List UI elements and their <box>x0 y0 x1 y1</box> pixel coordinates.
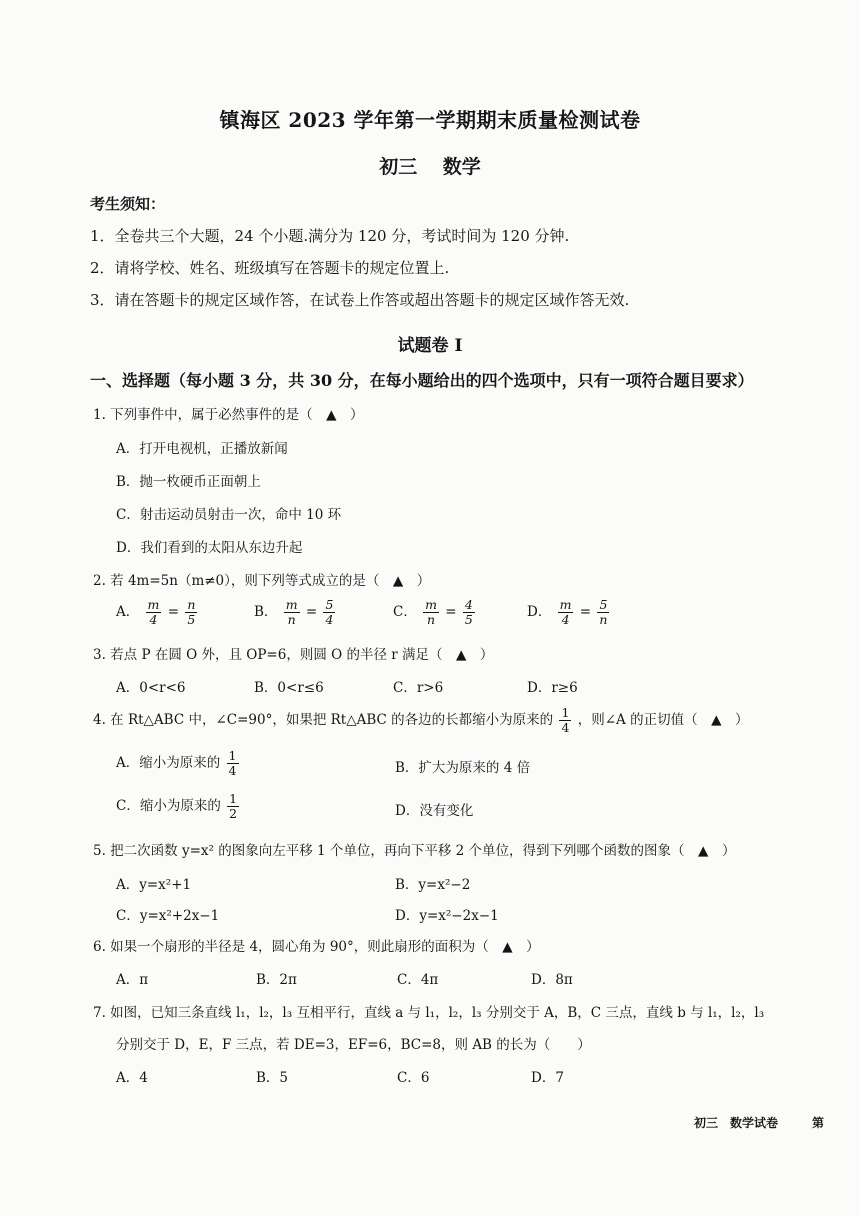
frac-numerator: 1 <box>228 748 237 763</box>
question-5-option-d: D．y=x²−2x−1 <box>395 908 499 924</box>
question-5-option-c: C．y=x²+2x−1 <box>116 908 220 924</box>
question-3-option-c: C．r>6 <box>393 680 444 696</box>
option-text: C．缩小为原来的 <box>116 798 221 814</box>
question-1-option-b: B．抛一枚硬币正面朝上 <box>116 474 261 490</box>
frac-numerator: m <box>147 597 160 612</box>
frac-numerator: n <box>187 597 196 612</box>
section-heading: 一、选择题（每小题 3 分，共 30 分，在每小题给出的四个选项中，只有一项符合题目要求） <box>90 371 754 390</box>
frac-numerator: 4 <box>464 597 473 612</box>
frac-numerator: m <box>559 597 572 612</box>
question-1-option-a: A．打开电视机，正播放新闻 <box>116 441 288 457</box>
notice-item-3: 3．请在答题卡的规定区域作答，在试卷上作答或超出答题卡的规定区域作答无效. <box>90 291 630 309</box>
question-7-stem-line-1: 7. 如图，已知三条直线 l₁，l₂，l₃ 互相平行，直线 a 与 l₁，l₂，l₃ 分别交于 A，B，C 三点，直线 b 与 l₁，l₂，l₃ <box>93 1005 765 1021</box>
option-label: C． <box>393 604 417 620</box>
question-6-stem: 6. 如果一个扇形的半径是 4，圆心角为 90°，则此扇形的面积为（ ▲ ） <box>93 939 540 955</box>
question-7-option-c: C．6 <box>397 1070 430 1086</box>
notice-item-2: 2．请将学校、姓名、班级填写在答题卡的规定位置上. <box>90 259 450 277</box>
frac-denominator: 4 <box>228 763 237 778</box>
question-3-stem: 3. 若点 P 在圆 O 外，且 OP=6，则圆 O 的半径 r 满足（ ▲ ） <box>93 647 494 663</box>
paper-title: 试题卷 I <box>397 336 463 356</box>
exam-title: 镇海区 2023 学年第一学期期末质量检测试卷 <box>219 108 641 132</box>
frac-denominator: n <box>427 612 436 627</box>
frac-denominator: n <box>599 612 608 627</box>
option-label: A． <box>116 604 140 620</box>
question-6-option-b: B．2π <box>256 972 297 988</box>
equals-sign: = <box>445 604 457 620</box>
frac-numerator: 5 <box>599 597 608 612</box>
frac-denominator: 4 <box>325 612 334 627</box>
frac-denominator: 4 <box>561 612 570 627</box>
frac-numerator: m <box>425 597 437 612</box>
option-text: A．缩小为原来的 <box>116 755 221 771</box>
frac-numerator: m <box>285 597 298 612</box>
question-7-option-d: D．7 <box>531 1070 564 1086</box>
question-7-option-b: B．5 <box>256 1070 289 1086</box>
question-4-stem <box>93 706 748 735</box>
equals-sign: = <box>305 604 318 620</box>
question-1-option-c: C．射击运动员射击一次，命中 10 环 <box>116 507 342 523</box>
frac-numerator: 5 <box>325 597 334 612</box>
equals-sign: = <box>167 604 180 620</box>
frac-denominator: 4 <box>561 720 570 735</box>
question-3-option-d: D．r≥6 <box>527 680 578 696</box>
question-7-option-a: A．4 <box>116 1070 148 1086</box>
equals-sign: = <box>579 604 592 620</box>
question-3-option-b: B．0<r≤6 <box>254 680 324 696</box>
question-6-option-d: D．8π <box>531 972 573 988</box>
question-2-option-d <box>527 598 611 627</box>
question-2-option-a <box>116 598 199 627</box>
question-2-stem: 2. 若 4m=5n（m≠0），则下列等式成立的是（ ▲ ） <box>93 573 431 589</box>
question-4-option-a <box>116 749 241 778</box>
frac-numerator: 1 <box>229 791 238 806</box>
footer-page: 第 <box>812 1116 825 1130</box>
frac-numerator: 1 <box>561 705 570 720</box>
question-4-option-c <box>116 792 241 821</box>
question-5-option-b: B．y=x²−2 <box>395 877 471 893</box>
question-4-option-b: B．扩大为原来的 4 倍 <box>395 760 531 776</box>
frac-denominator: 5 <box>187 612 196 627</box>
frac-denominator: 4 <box>149 612 158 627</box>
question-1-option-d: D．我们看到的太阳从东边升起 <box>116 540 303 556</box>
question-6-option-a: A．π <box>116 972 149 988</box>
question-1-stem: 1. 下列事件中，属于必然事件的是（ ▲ ） <box>93 407 364 423</box>
footer-label: 初三 数学试卷 <box>694 1116 779 1130</box>
question-4-option-d: D．没有变化 <box>395 803 474 819</box>
question-2-option-c <box>393 598 477 627</box>
notice-item-1: 1．全卷共三个大题，24 个小题.满分为 120 分，考试时间为 120 分钟. <box>90 227 570 245</box>
question-6-option-c: C．4π <box>397 972 439 988</box>
frac-denominator: n <box>287 612 296 627</box>
question-4-stem-part-2: ，则∠A 的正切值（ ▲ ） <box>577 712 749 728</box>
question-5-stem: 5. 把二次函数 y=x² 的图象向左平移 1 个单位，再向下平移 2 个单位，得到下列哪个函数的图象（ ▲ ） <box>93 843 736 859</box>
question-5-option-a: A．y=x²+1 <box>116 877 192 893</box>
option-label: D． <box>527 604 552 620</box>
question-7-stem-line-2: 分别交于 D，E，F 三点，若 DE=3，EF=6，BC=8，则 AB 的长为（ ） <box>116 1037 591 1053</box>
notice-heading: 考生须知： <box>90 195 166 213</box>
question-2-option-b <box>254 598 337 627</box>
option-label: B． <box>254 604 278 620</box>
frac-denominator: 2 <box>229 806 238 821</box>
question-3-option-a: A．0<r<6 <box>116 680 186 696</box>
exam-subtitle: 初三 数学 <box>379 156 481 178</box>
question-4-stem-part-1: 4. 在 Rt△ABC 中，∠C=90°，如果把 Rt△ABC 的各边的长都缩小为原来的 <box>93 712 554 728</box>
frac-denominator: 5 <box>464 612 473 627</box>
